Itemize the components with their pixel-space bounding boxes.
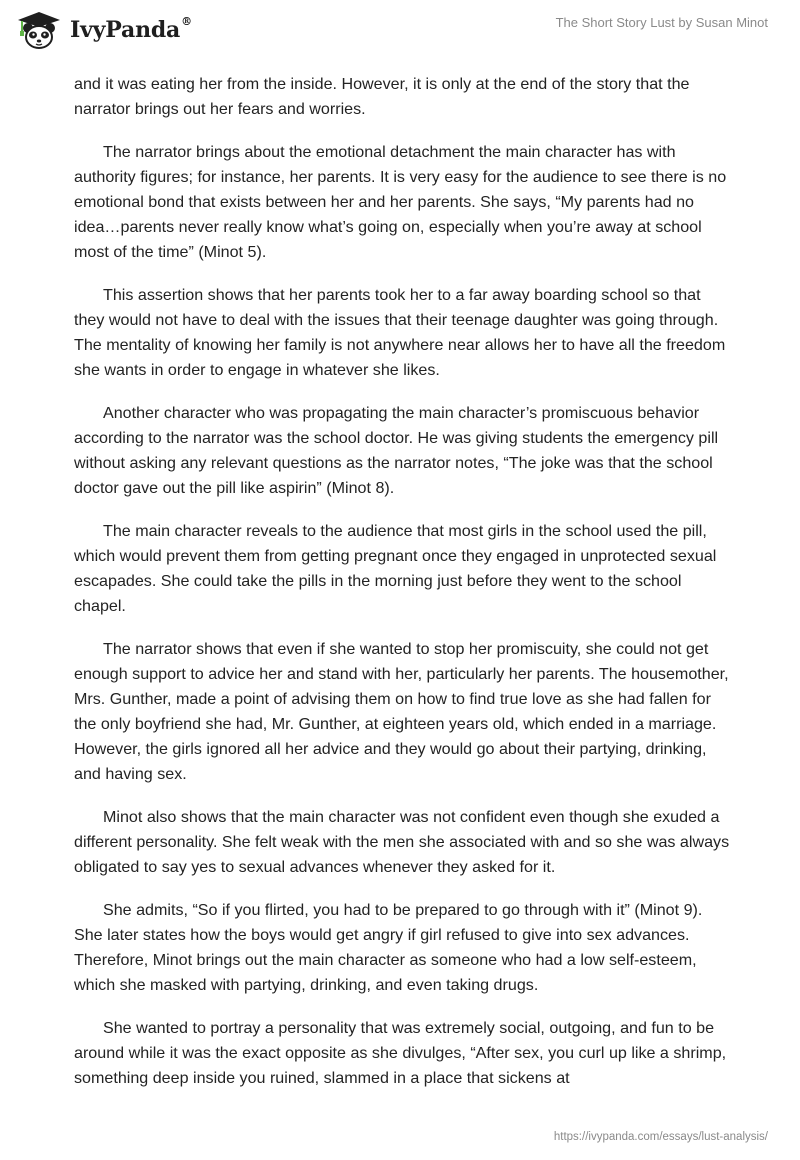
paragraph: She wanted to portray a personality that was extremely social, outgoing, and fun to be around while it was the exact opposite as she divulges, “After sex, you curl up like a shrimp, something deep inside you ruined, slammed in a place that sickens at [74, 1019, 727, 1087]
page-header [0, 0, 800, 64]
paragraph: and it was eating her from the inside. However, it is only at the end of the story that the narrator brings out her fears and worries. [74, 75, 690, 118]
paragraph: The narrator brings about the emotional detachment the main character has with authority figures; for instance, her parents. It is very easy for the audience to see there is no emotional bond that exists between her and her parents. She says, “My parents had no idea…parents never really know what’s going on, especially when you’re away at school most of the time” (Minot 5). [74, 143, 727, 261]
paragraph: Minot also shows that the main character was not confident even though she exuded a different personality. She felt weak with the men she associated with and so she was always obligated to say yes to sexual advances whenever they asked for it. [74, 808, 730, 876]
paragraph: The main character reveals to the audience that most girls in the school used the pill, which would prevent them from getting pregnant once they engaged in unprotected sexual escapades. She could take the pills in the morning just before they went to the school chapel. [74, 522, 717, 615]
paragraph: This assertion shows that her parents took her to a far away boarding school so that they would not have to deal with the issues that their teenage daughter was going through. The mentality of knowing her family is not anywhere near allows her to have all the freedom she wants in order to engage in whatever she likes. [74, 286, 726, 379]
document-title: The Short Story Lust by Susan Minot [555, 15, 768, 30]
panda-logo-icon [14, 10, 64, 50]
essay-body [74, 72, 730, 1109]
paragraph: She admits, “So if you flirted, you had to be prepared to go through with it” (Minot 9). She later states how the boys would get angry if girl refused to give into sex advances. Therefore, Minot brings out the main character as someone who had a low self-esteem, which she masked with partying, drinking, and even taking drugs. [74, 901, 703, 994]
paragraph: The narrator shows that even if she wanted to stop her promiscuity, she could not get enough support to advice her and stand with her, particularly her parents. The housemother, Mrs. Gunther, made a point of advising them on how to find true love as she had fallen for the only boyfriend she had, Mr. Gunther, at eighteen years old, which ended in a marriage. However, the girls ignored all her advice and they would go about their partying, drinking, and having sex. [74, 640, 729, 783]
brand-name: IvyPanda® [70, 15, 192, 43]
paragraph: Another character who was propagating the main character’s promiscuous behavior according to the narrator was the school doctor. He was giving students the emergency pill without asking any relevant questions as the narrator notes, “The joke was that the school doctor gave out the pill like aspirin” (Minot 8). [74, 404, 719, 497]
brand-logo[interactable] [14, 10, 192, 50]
footer-url[interactable]: https://ivypanda.com/essays/lust-analysis/ [553, 1131, 768, 1143]
